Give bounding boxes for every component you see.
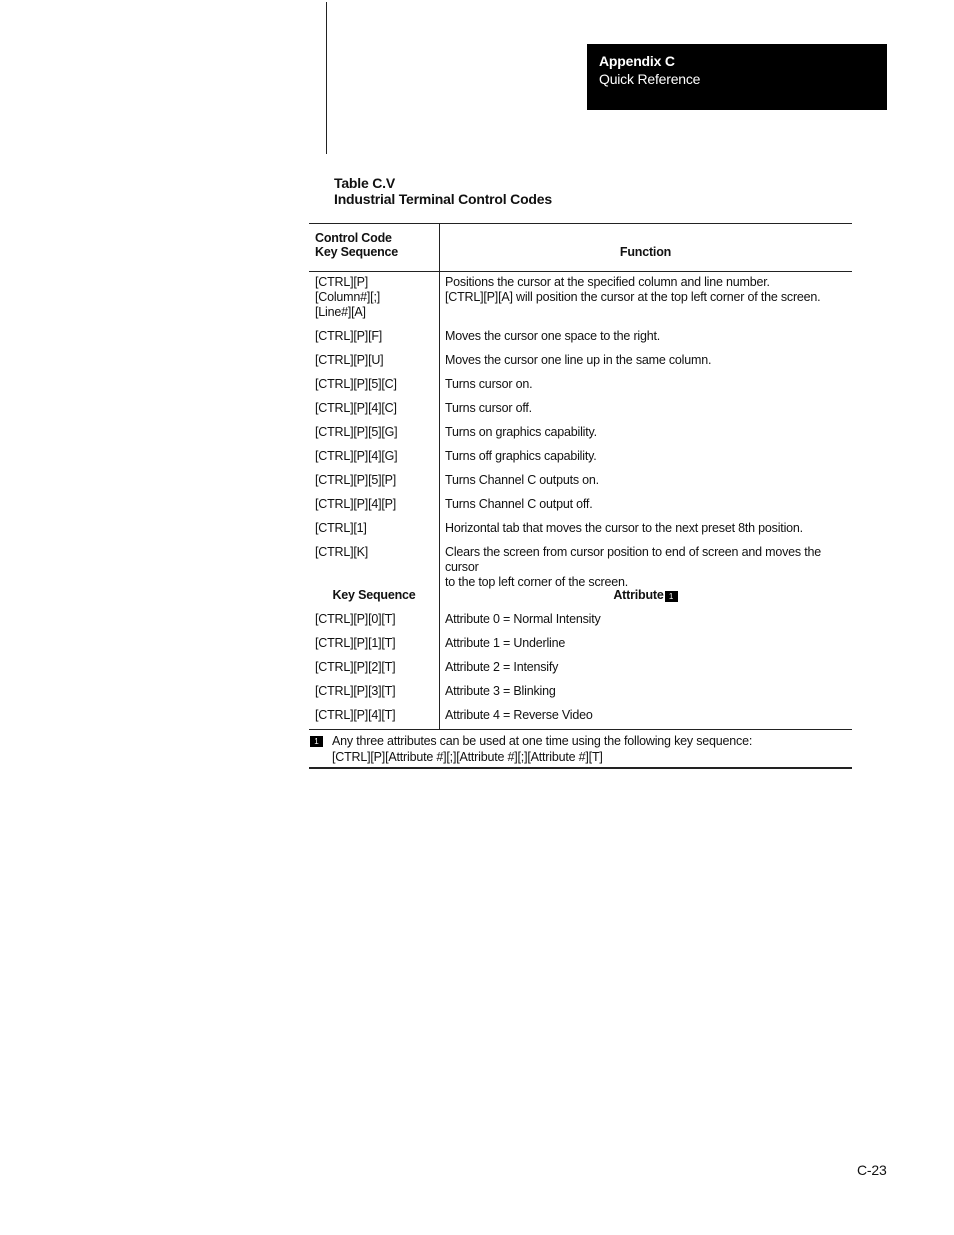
table-row (309, 542, 852, 589)
function-cell: Turns cursor on. (445, 377, 533, 391)
attribute-cell: Attribute 2 = Intensify (445, 660, 559, 674)
key-cell: [CTRL][P][5][P] (309, 470, 440, 494)
attribute-row (309, 633, 852, 657)
table-footnote (309, 729, 852, 769)
table-row (309, 272, 852, 326)
key-sequence-header (309, 224, 440, 271)
function-cell: Turns cursor off. (445, 401, 532, 415)
key-cell: [CTRL][P][4][C] (309, 398, 440, 422)
table-row (309, 422, 852, 446)
key-cell: [CTRL][P][F] (309, 326, 440, 350)
table-row (309, 326, 852, 350)
key-cell: [CTRL][P][5][G] (309, 422, 440, 446)
key-cell: [CTRL][P][3][T] (309, 681, 440, 705)
key-cell: [CTRL][P][4][P] (309, 494, 440, 518)
function-cell: Moves the cursor one space to the right. (445, 329, 661, 343)
page-number: C-23 (857, 1162, 887, 1178)
table-row (309, 350, 852, 374)
function-line: Positions the cursor at the specified column and line number. (445, 275, 770, 289)
attribute-row (309, 681, 852, 705)
appendix-header (587, 44, 887, 110)
attribute-subheader-row (309, 581, 852, 609)
function-line: [CTRL][P][A] will position the cursor at the top left corner of the screen. (445, 290, 821, 304)
attribute-subheader-label: Attribute (613, 588, 664, 602)
table-number: Table C.V (334, 175, 395, 191)
key-cell (309, 272, 440, 326)
function-line: to the top left corner of the screen. (445, 575, 628, 589)
function-cell: Turns Channel C output off. (445, 497, 593, 511)
footnote-line: Any three attributes can be used at one time using the following key sequence: (332, 734, 753, 748)
key-cell: [CTRL][P][U] (309, 350, 440, 374)
attribute-row (309, 705, 852, 729)
margin-rule (326, 2, 327, 154)
table-caption (334, 175, 552, 207)
appendix-label: Appendix C (599, 53, 675, 69)
table-row (309, 470, 852, 494)
function-header-label: Function (619, 245, 672, 259)
key-cell: [CTRL][1] (309, 518, 440, 542)
table-row (309, 446, 852, 470)
footnote-text (332, 733, 752, 763)
table-title: Industrial Terminal Control Codes (334, 191, 552, 207)
key-cell: [CTRL][P][5][C] (309, 374, 440, 398)
footnote-marker-icon: 1 (310, 736, 323, 747)
footnote-line: [CTRL][P][Attribute #][;][Attribute #][;][Attribute #][T] (332, 750, 603, 764)
table-row (309, 494, 852, 518)
key-cell: [CTRL][P][4][G] (309, 446, 440, 470)
key-cell: [CTRL][K] (309, 542, 440, 581)
function-cell: Turns on graphics capability. (445, 425, 597, 439)
table-row (309, 398, 852, 422)
key-sequence-subheader: Key Sequence (309, 581, 440, 609)
key-line: [Line#][A] (315, 305, 366, 319)
function-line: Clears the screen from cursor position to end of screen and moves the cursor (445, 545, 821, 574)
function-cell (440, 542, 852, 589)
key-cell: [CTRL][P][0][T] (309, 609, 440, 633)
function-header (440, 224, 852, 271)
function-cell (440, 272, 852, 326)
attribute-subheader (440, 581, 852, 609)
table-header-row (309, 224, 852, 272)
table-row (309, 374, 852, 398)
function-cell: Turns Channel C outputs on. (445, 473, 599, 487)
function-cell: Horizontal tab that moves the cursor to the next preset 8th position. (445, 521, 803, 535)
key-cell: [CTRL][P][1][T] (309, 633, 440, 657)
attribute-cell: Attribute 3 = Blinking (445, 684, 556, 698)
attribute-row (309, 609, 852, 633)
key-header-line: Control Code (315, 231, 392, 245)
key-line: [CTRL][P] (315, 275, 369, 289)
attribute-cell: Attribute 0 = Normal Intensity (445, 612, 601, 626)
control-codes-table (309, 223, 852, 769)
key-header-line: Key Sequence (315, 245, 399, 259)
footnote-marker-icon: 1 (665, 591, 678, 602)
function-cell: Moves the cursor one line up in the same column. (445, 353, 712, 367)
key-line: [Column#][;] (315, 290, 380, 304)
attribute-cell: Attribute 1 = Underline (445, 636, 566, 650)
table-row (309, 518, 852, 542)
key-cell: [CTRL][P][2][T] (309, 657, 440, 681)
attribute-cell: Attribute 4 = Reverse Video (445, 708, 593, 722)
attribute-row (309, 657, 852, 681)
function-cell: Turns off graphics capability. (445, 449, 597, 463)
key-cell: [CTRL][P][4][T] (309, 705, 440, 729)
appendix-title: Quick Reference (599, 71, 701, 87)
